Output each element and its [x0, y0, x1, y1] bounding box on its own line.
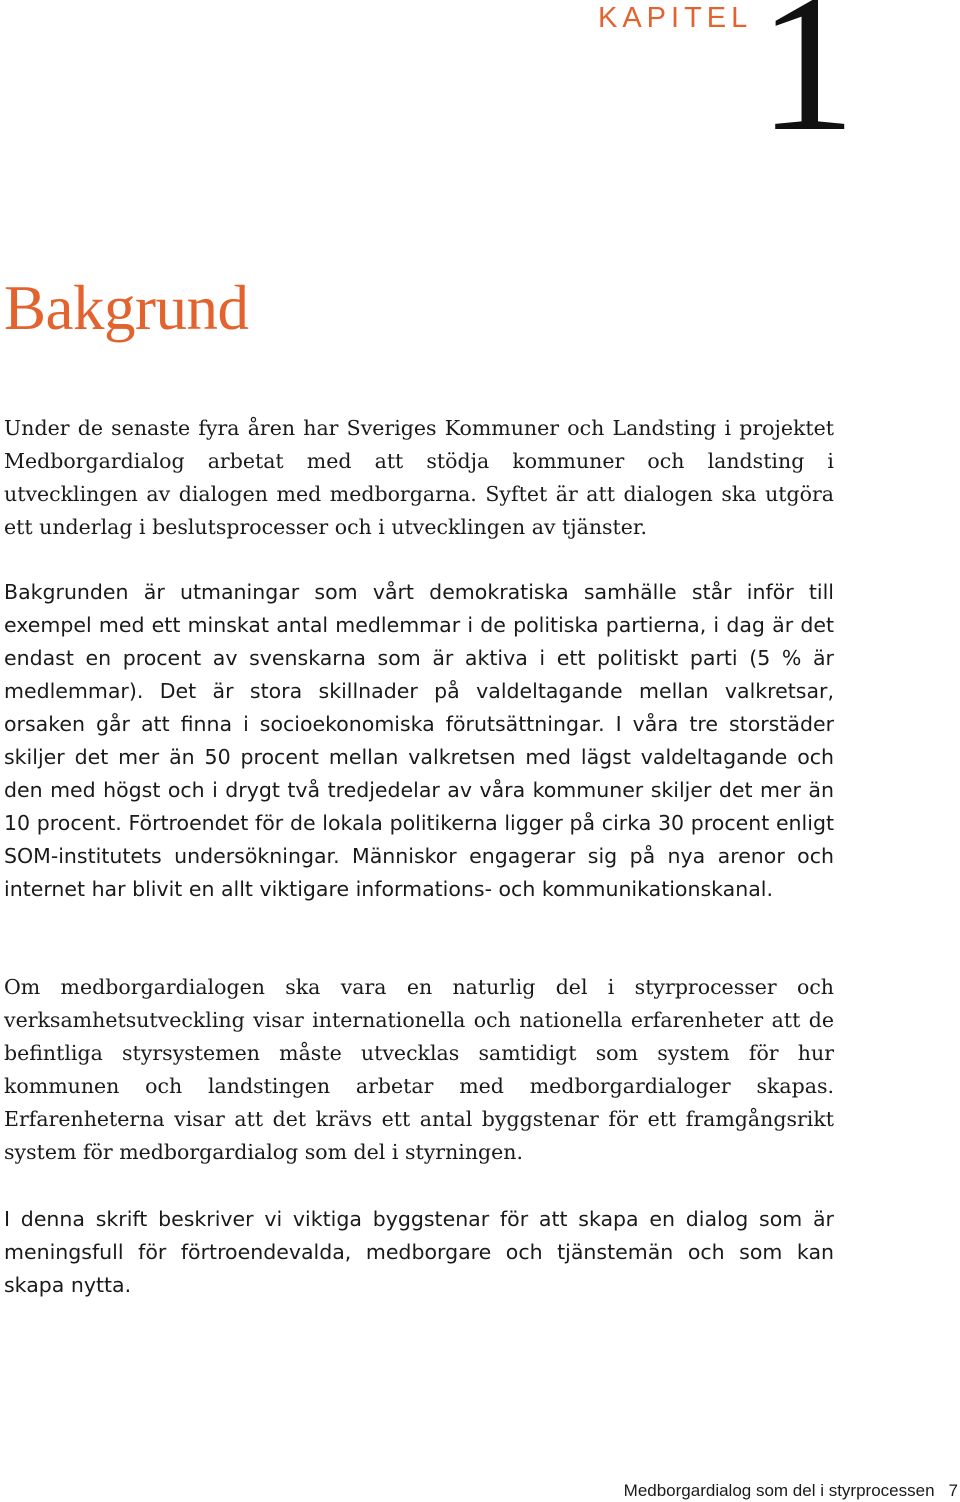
- body-paragraph-4: I denna skrift beskriver vi viktiga byggstenar för att skapa en dialog som är meningsfull för förtroendevalda, medborgare och tjänstemän och som kan skapa nytta.: [4, 1207, 834, 1297]
- body-paragraph-1: Under de senaste fyra åren har Sveriges Kommuner och Landsting i projektet Medborgardialog arbetat med att stödja kommuner och landsting i utvecklingen av dialogen med medborgarna. Syftet är att dialogen ska utgöra ett underlag i beslutsprocesser och i utvecklingen av tjänster.: [4, 416, 834, 539]
- chapter-label: KAPITEL: [598, 2, 753, 34]
- chapter-number: 1: [758, 0, 856, 172]
- body-paragraph-3: Om medborgardialogen ska vara en naturlig del i styrprocesser och verksamhetsutveckling visar internationella och nationella erfarenheter att de befintliga styrsystemen måste utvecklas samtidigt som system för hur kommunen och landstingen arbetar med medborgardialoger skapas. Erfarenheterna visar att det krävs ett antal byggstenar för ett framgångsrikt system för medborgardialog som del i styrningen.: [4, 975, 834, 1164]
- page-footer: [624, 1481, 958, 1501]
- running-title: Medborgardialog som del i styrprocessen: [623, 1481, 935, 1500]
- body-paragraph-2: Bakgrunden är utmaningar som vårt demokratiska samhälle står inför till exempel med ett minskat antal medlemmar i de politiska partierna, i dag är det endast en procent av svenskarna som är aktiva i ett politiskt parti (5 % är medlemmar). Det är stora skillnader på valdeltagande mellan valkretsar, orsaken går att finna i socioekonomiska förutsättningar. I våra tre storstäder skiljer det mer än 50 procent mellan valkretsen med lägst valdeltagande och den med högst och i drygt två tredjedelar av våra kommuner skiljer det mer än 10 procent. Förtroendet för de lokala politikerna ligger på cirka 30 procent enligt SOM-institutets undersökningar. Människor engagerar sig på nya arenor och internet har blivit en allt viktigare informations- och kommunikationskanal.: [4, 580, 834, 901]
- page-title: Bakgrund: [4, 273, 249, 343]
- page-number: 7: [948, 1481, 958, 1500]
